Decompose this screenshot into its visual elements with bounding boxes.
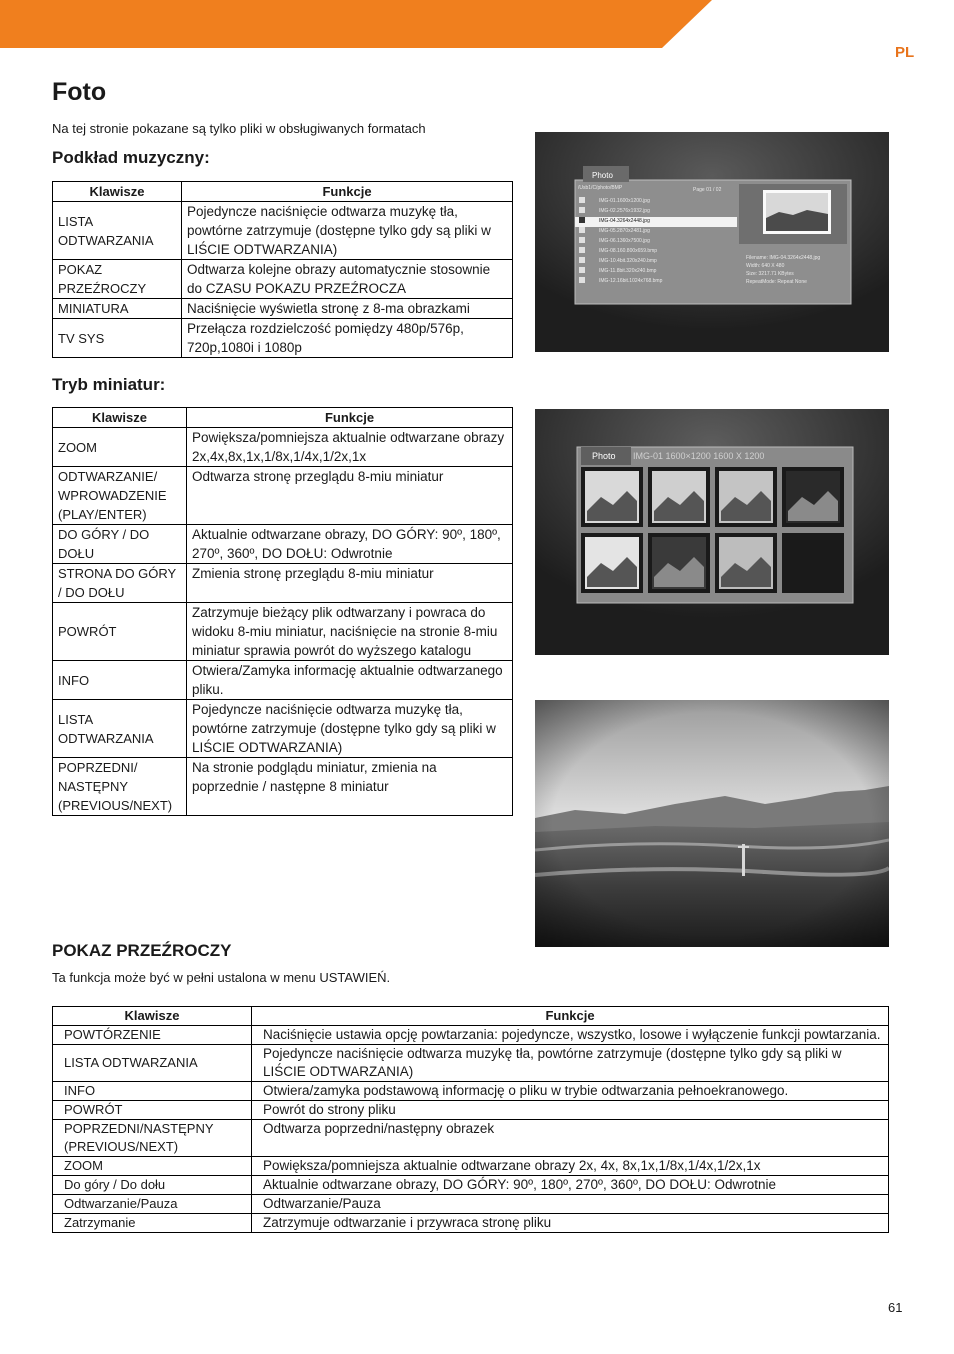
key-cell: POWTÓRZENIE — [53, 1026, 252, 1045]
key-cell: POWRÓT — [53, 1101, 252, 1120]
table-row — [53, 1195, 889, 1214]
table-row — [53, 1082, 889, 1101]
table-row — [53, 758, 513, 816]
file-info-line: Size: 3217.71 KBytes — [746, 271, 794, 277]
key-cell: POWRÓT — [53, 603, 187, 661]
file-list-item[interactable]: IMG-02.2576x1932.jpg — [599, 208, 650, 214]
col-header-keys: Klawisze — [53, 408, 187, 428]
slideshow-intro: Ta funkcja może być w pełni ustalona w menu USTAWIEŃ. — [52, 970, 391, 985]
function-cell: Odtwarzanie/Pauza — [252, 1195, 889, 1214]
key-cell: DO GÓRY / DO DOŁU — [53, 525, 187, 564]
col-header-keys: Klawisze — [53, 182, 182, 202]
language-label: PL — [895, 44, 915, 61]
file-info-line: Filename: IMG-04.3264x2448.jpg — [746, 255, 821, 261]
table-row — [53, 299, 513, 319]
table-row — [53, 564, 513, 603]
tab-label: Photo — [592, 171, 613, 180]
table-row — [53, 1157, 889, 1176]
table-row — [53, 428, 513, 467]
landscape-photo — [535, 700, 889, 947]
file-list-item[interactable]: IMG-08.160.800x659.bmp — [599, 248, 658, 254]
table-row — [53, 1214, 889, 1233]
col-header-functions: Funkcje — [252, 1007, 889, 1026]
function-cell: Powrót do strony pliku — [252, 1101, 889, 1120]
function-cell: Otwiera/Zamyka informację aktualnie odtwarzanego pliku. — [187, 661, 513, 700]
music-table — [52, 181, 513, 358]
key-cell: POKAZ PRZEŹROCZY — [53, 260, 182, 299]
function-cell: Naciśnięcie wyświetla stronę z 8-ma obrazkami — [182, 299, 513, 319]
function-cell: Pojedyncze naciśnięcie odtwarza muzykę tła, powtórne zatrzymuje (dostępne tylko gdy są pliki w LIŚCIE ODTWARZANIA) — [252, 1045, 889, 1082]
function-cell: Powiększa/pomniejsza aktualnie odtwarzane obrazy 2x,4x,8x,1x,1/8x,1/4x,1/2x,1x — [187, 428, 513, 467]
function-cell: Otwiera/zamyka podstawową informację o pliku w trybie odtwarzania pełnoekranowego. — [252, 1082, 889, 1101]
table-row — [53, 661, 513, 700]
file-list-item[interactable]: IMG-01.1600x1200.jpg — [599, 198, 650, 204]
section-heading-music: Podkład muzyczny: — [52, 148, 210, 167]
function-cell: Odtwarza poprzedni/następny obrazek — [252, 1120, 889, 1157]
key-cell: Do góry / Do dołu — [53, 1176, 252, 1195]
table-row — [53, 1026, 889, 1045]
key-cell: ZOOM — [53, 428, 187, 467]
photo-file-icon — [579, 257, 585, 263]
photo-file-icon — [579, 267, 585, 273]
function-cell: Przełącza rozdzielczość pomiędzy 480p/576p, 720p,1080i i 1080p — [182, 319, 513, 358]
page-indicator: Page 01 / 02 — [693, 187, 722, 193]
table-row — [53, 525, 513, 564]
key-cell: LISTA ODTWARZANIA — [53, 202, 182, 260]
table-row — [53, 603, 513, 661]
key-cell: STRONA DO GÓRY / DO DOŁU — [53, 564, 187, 603]
key-cell: ZOOM — [53, 1157, 252, 1176]
key-cell: MINIATURA — [53, 299, 182, 319]
table-row — [53, 202, 513, 260]
key-cell: LISTA ODTWARZANIA — [53, 700, 187, 758]
table-row — [53, 1176, 889, 1195]
thumbnail-table — [52, 407, 513, 816]
photo-file-icon — [579, 197, 585, 203]
function-cell: Powiększa/pomniejsza aktualnie odtwarzane obrazy 2x, 4x, 8x,1x,1/8x,1/4x,1/2x,1x — [252, 1157, 889, 1176]
function-cell: Zatrzymuje bieżący plik odtwarzany i powraca do widoku 8-miu miniatur, naciśnięcie na stronie 8-miu miniatur sprawia powrót do wyższego katalogu — [187, 603, 513, 661]
col-header-functions: Funkcje — [187, 408, 513, 428]
page-number: 61 — [888, 1300, 903, 1315]
table-row — [53, 319, 513, 358]
key-cell: INFO — [53, 661, 187, 700]
function-cell: Na stronie podglądu miniatur, zmienia na poprzednie / następne 8 miniatur — [187, 758, 513, 816]
key-cell: INFO — [53, 1082, 252, 1101]
file-list-item[interactable]: IMG-04.3264x2448.jpg — [599, 218, 650, 224]
table-row — [53, 260, 513, 299]
function-cell: Odtwarza kolejne obrazy automatycznie stosownie do CZASU POKAZU PRZEŹROCZA — [182, 260, 513, 299]
header-bar — [0, 0, 954, 48]
file-list-item[interactable]: IMG-06.1360x7500.jpg — [599, 238, 650, 244]
photo-file-icon — [579, 237, 585, 243]
key-cell: POPRZEDNI/ NASTĘPNY (PREVIOUS/NEXT) — [53, 758, 187, 816]
file-list-item[interactable]: IMG-05.2870x2481.jpg — [599, 228, 650, 234]
file-list-item[interactable]: IMG-12.16bit.1024x768.bmp — [599, 278, 663, 284]
key-cell: Zatrzymanie — [53, 1214, 252, 1233]
key-cell: TV SYS — [53, 319, 182, 358]
key-cell: ODTWARZANIE/ WPROWADZENIE (PLAY/ENTER) — [53, 467, 187, 525]
table-row — [53, 700, 513, 758]
function-cell: Naciśnięcie ustawia opcję powtarzania: pojedyncze, wszystko, losowe i wyłączenie funkcji powtarzania. — [252, 1026, 889, 1045]
file-info-line: Width: 640 X 480 — [746, 263, 785, 269]
key-cell: Odtwarzanie/Pauza — [53, 1195, 252, 1214]
intro-text: Na tej stronie pokazane są tylko pliki w obsługiwanych formatach — [52, 121, 426, 136]
function-cell: Pojedyncze naciśnięcie odtwarza muzykę tła, powtórne zatrzymuje (dostępne tylko gdy są pliki w LIŚCIE ODTWARZANIA) — [187, 700, 513, 758]
function-cell: Aktualnie odtwarzane obrazy, DO GÓRY: 90º, 180º, 270º, 360º, DO DOŁU: Odwrotnie — [252, 1176, 889, 1195]
tab-label: Photo — [592, 451, 616, 461]
photo-file-icon — [579, 247, 585, 253]
section-heading-thumbnails: Tryb miniatur: — [52, 375, 166, 394]
page-title: Foto — [52, 78, 107, 106]
function-cell: Pojedyncze naciśnięcie odtwarza muzykę tła, powtórne zatrzymuje (dostępne tylko gdy są pliki w LIŚCIE ODTWARZANIA) — [182, 202, 513, 260]
table-row — [53, 467, 513, 525]
path-label: /Usb1/C/photo/BMP — [578, 185, 623, 191]
thumbnail-grid-screenshot — [535, 409, 889, 655]
col-header-keys: Klawisze — [53, 1007, 252, 1026]
image-caption: IMG-01 1600×1200 1600 X 1200 — [633, 451, 765, 461]
key-cell: POPRZEDNI/NASTĘPNY (PREVIOUS/NEXT) — [53, 1120, 252, 1157]
function-cell: Zmienia stronę przeglądu 8-miu miniatur — [187, 564, 513, 603]
file-info-line: RepeatMode: Repeat None — [746, 279, 807, 285]
section-heading-slideshow: POKAZ PRZEŹROCZY — [52, 941, 232, 960]
thumbnail-frame[interactable] — [782, 533, 844, 593]
photo-file-icon — [579, 277, 585, 283]
col-header-functions: Funkcje — [182, 182, 513, 202]
function-cell: Zatrzymuje odtwarzanie i przywraca stronę pliku — [252, 1214, 889, 1233]
photo-file-icon — [579, 217, 585, 223]
slideshow-table — [52, 1006, 889, 1233]
table-row — [53, 1101, 889, 1120]
file-browser-screenshot — [535, 132, 889, 352]
table-row — [53, 1045, 889, 1082]
function-cell: Odtwarza stronę przeglądu 8-miu miniatur — [187, 467, 513, 525]
key-cell: LISTA ODTWARZANIA — [53, 1045, 252, 1082]
function-cell: Aktualnie odtwarzane obrazy, DO GÓRY: 90º, 180º, 270º, 360º, DO DOŁU: Odwrotnie — [187, 525, 513, 564]
photo-file-icon — [579, 207, 585, 213]
file-list-item[interactable]: IMG-11.8bit.320x240.bmp — [599, 268, 657, 274]
table-row — [53, 1120, 889, 1157]
file-list-item[interactable]: IMG-10.4bit.320x240.bmp — [599, 258, 657, 264]
photo-file-icon — [579, 227, 585, 233]
